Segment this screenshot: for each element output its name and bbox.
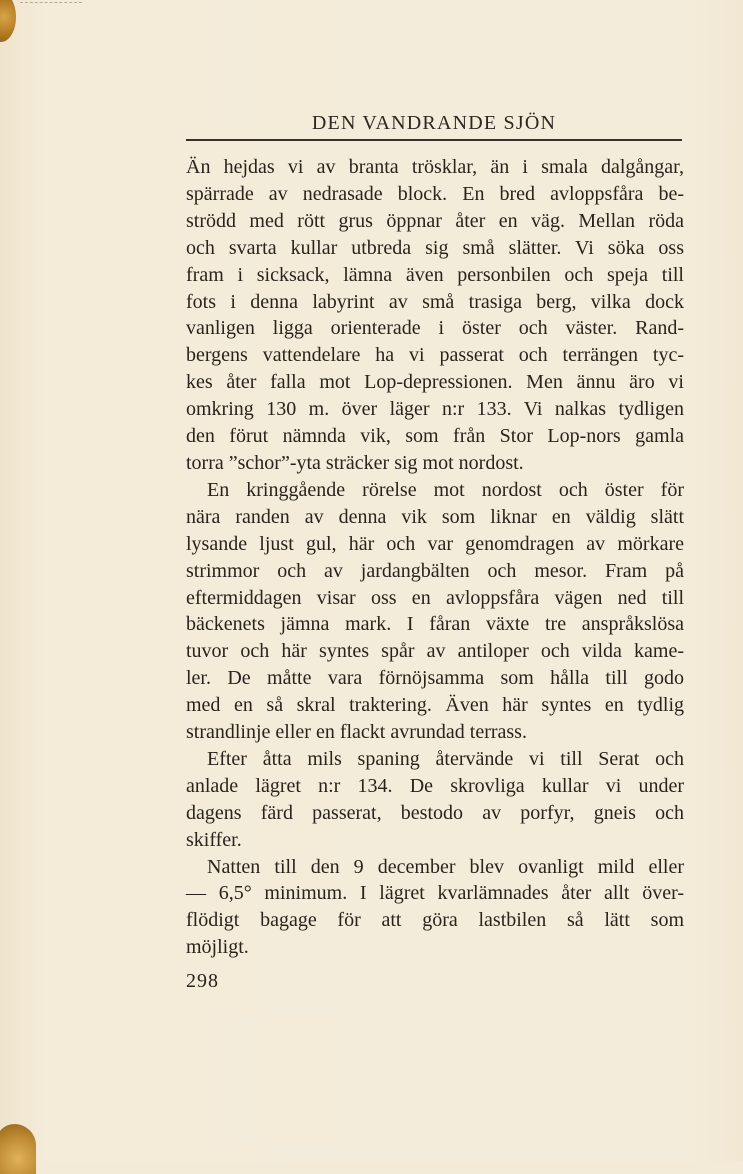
text-line: Än hejdas vi av branta trösklar, än i smala dalgångar,: [186, 156, 684, 178]
text-line: En kringgående rörelse mot nordost och öster för: [207, 478, 684, 501]
text-line: dagens färd passerat, bestodo av porfyr, gneis och: [186, 801, 684, 824]
text-line: flödigt bagage för att göra lastbilen så lätt som: [186, 909, 684, 932]
header-rule: [186, 139, 682, 141]
thumb-mark-bottom: [0, 1124, 36, 1174]
text-line: — 6,5° minimum. I lägret kvarlämnades åter allt över-: [186, 882, 684, 905]
body-text: [186, 154, 684, 961]
text-line: fram i sicksack, lämna även personbilen och speja till: [186, 263, 684, 286]
text-line: omkring 130 m. över läger n:r 133. Vi nalkas tydligen: [186, 398, 684, 421]
text-line: spärrade av nedrasade block. En bred avloppsfåra be-: [186, 182, 684, 205]
text-line: bäckenets jämna mark. I fåran växte tre anspråkslösa: [186, 613, 684, 636]
text-line: möjligt.: [186, 936, 249, 959]
text-line: vanligen ligga orienterade i öster och väster. Rand-: [186, 317, 684, 340]
text-line: ler. De måtte vara förnöjsamma som hålla till godo: [186, 667, 684, 690]
text-line: nära randen av denna vik som liknar en väldig slätt: [186, 505, 684, 528]
text-line: skiffer.: [186, 828, 242, 851]
page-number: 298: [186, 970, 219, 992]
text-line: anlade lägret n:r 134. De skrovliga kullar vi under: [186, 774, 684, 797]
text-line: torra ”schor”-yta sträcker sig mot nordost.: [186, 451, 524, 474]
text-line: och svarta kullar utbreda sig små slätter. Vi söka oss: [186, 236, 684, 259]
text-line: eftermiddagen visar oss en avloppsfåra vägen ned till: [186, 586, 684, 609]
text-line: den förut nämnda vik, som från Stor Lop-nors gamla: [186, 425, 684, 448]
text-line: strödd med rött grus öppnar åter en väg. Mellan röda: [186, 209, 684, 232]
text-line: med en så skral traktering. Även här syntes en tydlig: [186, 694, 684, 717]
text-line: Efter åtta mils spaning återvände vi till Serat och: [207, 747, 684, 770]
text-line: strandlinje eller en flackt avrundad terrass.: [186, 721, 527, 744]
running-head: DEN VANDRANDE SJÖN: [311, 112, 557, 134]
text-line: tuvor och här syntes spår av antiloper och vilda kame-: [186, 640, 684, 663]
text-line: bergens vattendelare ha vi passerat och terrängen tyc-: [186, 344, 684, 367]
text-line: lysande ljust gul, här och var genomdragen av mörkare: [186, 532, 684, 555]
thumb-mark-top: [0, 0, 16, 42]
text-line: fots i denna labyrint av små trasiga berg, vilka dock: [186, 290, 684, 313]
page-edge-mark: [20, 2, 82, 3]
text-line: strimmor och av jardangbälten och mesor. Fram på: [186, 559, 684, 582]
text-line: Natten till den 9 december blev ovanligt mild eller: [207, 855, 684, 878]
text-line: kes åter falla mot Lop-depressionen. Men ännu äro vi: [186, 371, 684, 394]
